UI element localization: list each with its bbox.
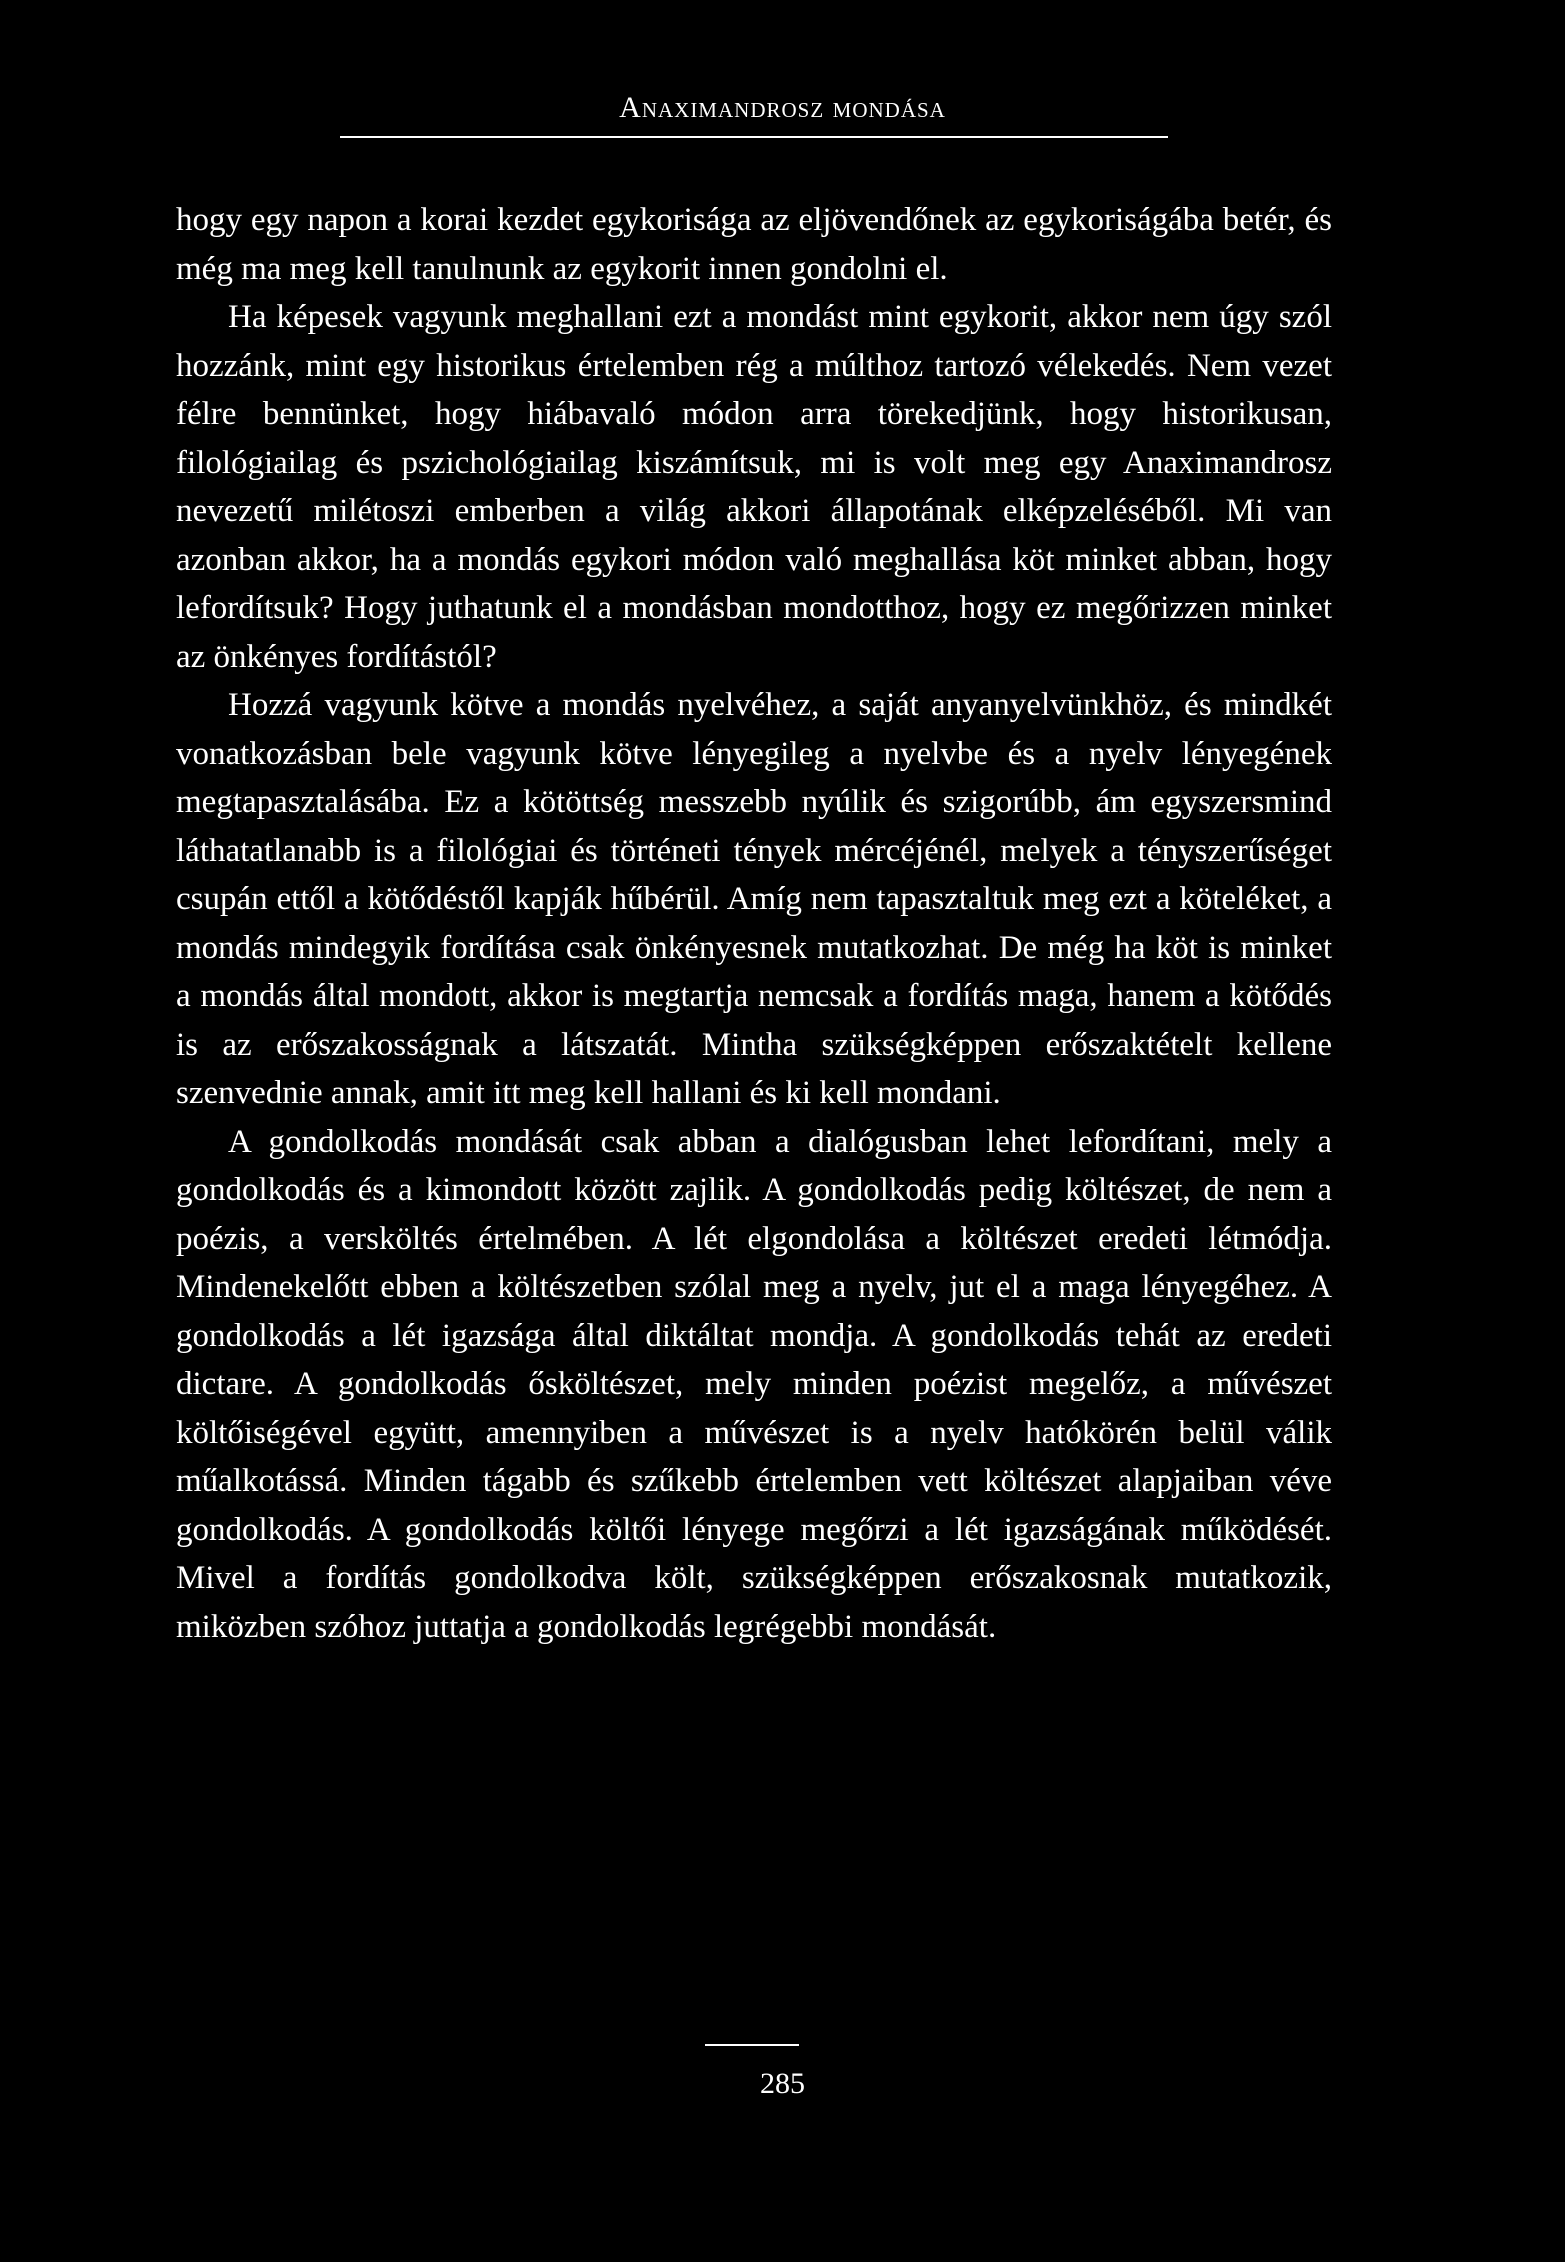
paragraph-2: Ha képesek vagyunk meghallani ezt a mondást mint egykorit, akkor nem úgy szól hozzánk, mint egy historikus értelemben rég a múlthoz tartozó vélekedés. Nem vezet félre bennünket, hogy hiábavaló módon arra törekedjünk, hogy historikusan, filológiailag és pszichológiailag kiszámítsuk, mi is volt meg egy Anaximandrosz nevezetű milétoszi emberben a világ akkori állapotának elképzeléséből. Mi van azonban akkor, ha a mondás egykori módon való meghallása köt minket abban, hogy lefordítsuk? Hogy juthatunk el a mondásban mondotthoz, hogy ez megőrizzen minket az önkényes fordítástól? bbox=[176, 299, 1332, 675]
paragraph-3: Hozzá vagyunk kötve a mondás nyelvéhez, a saját anyanyelvünkhöz, és mindkét vonatkozásban bele vagyunk kötve lényegileg a nyelvbe és a nyelv lényegének megtapasztalásába. Ez a kötöttség messzebb nyúlik és szigorúbb, ám egyszersmind láthatatlanabb is a filológiai és történeti tények mércéjénél, melyek a tényszerűséget csupán ettől a kötődéstől kapják hűbérül. Amíg nem tapasztaltuk meg ezt a köteléket, a mondás mindegyik fordítása csak önkényesnek mutatkozhat. De még ha köt is minket a mondás által mondott, akkor is megtartja nemcsak a fordítás maga, hanem a kötődés is az erőszakosságnak a látszatát. Mintha szükségképpen erőszaktételt kellene szenvednie annak, amit itt meg kell hallani és ki kell mondani. bbox=[176, 687, 1332, 1111]
page-number: 285 bbox=[760, 2067, 805, 2100]
header-rule bbox=[340, 136, 1168, 138]
body-text bbox=[176, 196, 1332, 1651]
footer-rule bbox=[705, 2044, 799, 2046]
paragraph-4: A gondolkodás mondását csak abban a dialógusban lehet lefordítani, mely a gondolkodás és a kimondott között zajlik. A gondolkodás pedig költészet, de nem a poézis, a versköltés értelmében. A lét elgondolása a költészet eredeti létmódja. Mindenekelőtt ebben a költészetben szólal meg a nyelv, jut el a maga lényegéhez. A gondolkodás a lét igazsága által diktáltat mondja. A gondolkodás tehát az eredeti dictare. A gondolkodás ősköltészet, mely minden poézist megelőz, a művészet költőiségével együtt, amennyiben a művészet is a nyelv hatókörén belül válik műalkotássá. Minden tágabb és szűkebb értelemben vett költészet alapjaiban véve gondolkodás. A gondolkodás költői lényege megőrzi a lét igazságának működését. Mivel a fordítás gondolkodva költ, szükségképpen erőszakosnak mutatkozik, miközben szóhoz juttatja a gondolkodás legrégebbi mondását. bbox=[176, 1123, 1332, 1645]
paragraph-1: hogy egy napon a korai kezdet egykorisága az eljövendőnek az egykoriságába betér, és még ma meg kell tanulnunk az egykorit innen gondolni el. bbox=[176, 202, 1332, 287]
running-head: Anaximandrosz mondása bbox=[619, 91, 946, 124]
